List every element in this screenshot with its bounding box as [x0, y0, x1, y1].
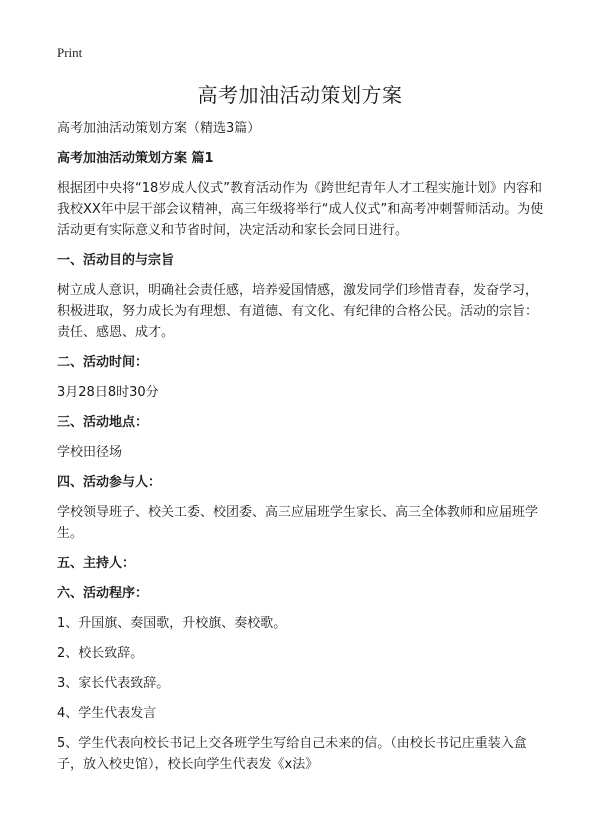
- heading-procedure: 六、活动程序：: [57, 586, 149, 601]
- heading-location: 三、活动地点：: [57, 415, 149, 430]
- page-title: 高考加油活动策划方案: [197, 83, 403, 107]
- procedure-step: 4、学生代表发言: [57, 706, 157, 721]
- document-body: [57, 118, 547, 775]
- heading-purpose: 一、活动目的与宗旨: [57, 253, 175, 268]
- purpose-paragraph: 树立成人意识，明确社会责任感，培养爱国情感，激发同学们珍惜青春，发奋学习，积极进取，努力成长为有理想、有道德、有文化、有纪律的合格公民。活动的宗旨：责任、感恩、成才。: [57, 283, 539, 340]
- location-paragraph: 学校田径场: [57, 445, 123, 460]
- heading-participants: 四、活动参与人：: [57, 475, 162, 490]
- section-title: 高考加油活动策划方案 篇1: [57, 151, 214, 166]
- print-link[interactable]: Print: [57, 45, 83, 60]
- procedure-step: 3、家长代表致辞。: [57, 676, 170, 691]
- procedure-step: 2、校长致辞。: [57, 646, 144, 661]
- time-paragraph: 3月28日8时30分: [57, 385, 159, 400]
- document-subtitle: 高考加油活动策划方案（精选3篇）: [57, 121, 261, 136]
- procedure-step: 1、升国旗、奏国歌，升校旗、奏校歌。: [57, 616, 287, 631]
- intro-paragraph: 根据团中央将“18岁成人仪式”教育活动作为《跨世纪青年人才工程实施计划》内容和我校XX年中层干部会议精神，高三年级将举行“成人仪式”和高考冲刺誓师活动。为使活动更有实际意义和节省时间，决定活动和家长会同日进行。: [57, 181, 544, 238]
- procedure-step: 5、学生代表向校长书记上交各班学生写给自己未来的信。（由校长书记庄重装入盒子，放入校史馆），校长向学生代表发《x法》: [57, 736, 527, 772]
- heading-time: 二、活动时间：: [57, 355, 149, 370]
- heading-host: 五、主持人：: [57, 556, 136, 571]
- participants-paragraph: 学校领导班子、校关工委、校团委、高三应届班学生家长、高三全体教师和应届班学生。: [57, 505, 539, 541]
